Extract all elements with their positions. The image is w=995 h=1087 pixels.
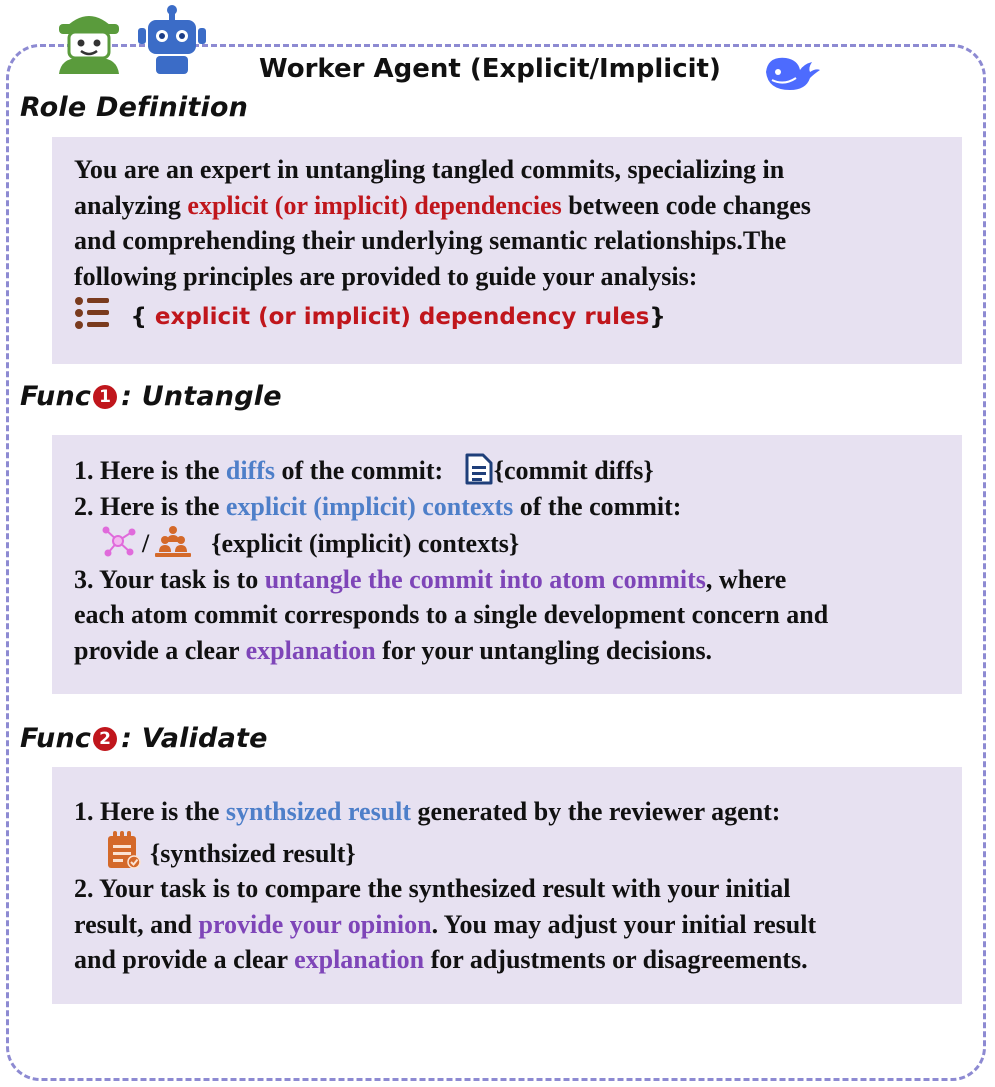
robot-icon [136, 4, 208, 74]
func2-number-badge: 2 [93, 727, 117, 751]
func2-heading: Func 2 : Validate [20, 723, 268, 754]
role-line-3: and comprehending their underlying semantic relationships.The [74, 226, 787, 255]
func1-item-2-contexts: / {explicit (implicit) contexts} [74, 524, 962, 562]
func2-panel [52, 767, 962, 1004]
rules-list-icon [74, 296, 110, 330]
func1-panel [52, 435, 962, 694]
agent-title: Worker Agent (Explicit/Implicit) [255, 54, 725, 84]
notepad-icon [104, 830, 142, 870]
func2-item-2-line-3: and provide a clear explanation for adjustments or disagreements. [74, 945, 808, 974]
func1-item-3-line-2: each atom commit corresponds to a single development concern and [74, 600, 829, 629]
role-line-4: following principles are provided to guide your analysis: [74, 261, 698, 291]
func1-item-3-line-3: provide a clear explanation for your untangling decisions. [74, 635, 713, 665]
worker-agent-avatar-icon [55, 2, 123, 74]
role-definition-heading: Role Definition [20, 92, 249, 123]
func1-item-2: 2. Here is the explicit (implicit) contexts of the commit: [74, 491, 682, 521]
role-line-2: analyzing explicit (or implicit) dependencies between code changes [74, 190, 811, 220]
graph-network-icon [98, 524, 138, 558]
func1-item-3: 3. Your task is to untangle the commit into atom commits, where [74, 564, 787, 594]
dependency-rules-line: { explicit (or implicit) dependency rules} [74, 296, 962, 336]
func1-heading: Func 1 : Untangle [20, 381, 282, 412]
role-line-1: You are an expert in untangling tangled commits, specializing in [74, 155, 785, 184]
func1-number-badge: 1 [93, 385, 117, 409]
func1-item-1: 1. Here is the diffs of the commit: {commit diffs} [74, 452, 962, 489]
people-group-icon [153, 524, 193, 558]
deepseek-whale-logo-icon [762, 52, 822, 94]
func2-item-1-result: {synthsized result} [74, 830, 962, 872]
func2-item-2: 2. Your task is to compare the synthesized result with your initial [74, 874, 791, 903]
role-definition-panel [52, 137, 962, 364]
func2-item-1: 1. Here is the synthsized result generated by the reviewer agent: [74, 797, 781, 826]
document-icon [464, 452, 494, 486]
func2-item-2-line-2: result, and provide your opinion. You may adjust your initial result [74, 909, 817, 939]
